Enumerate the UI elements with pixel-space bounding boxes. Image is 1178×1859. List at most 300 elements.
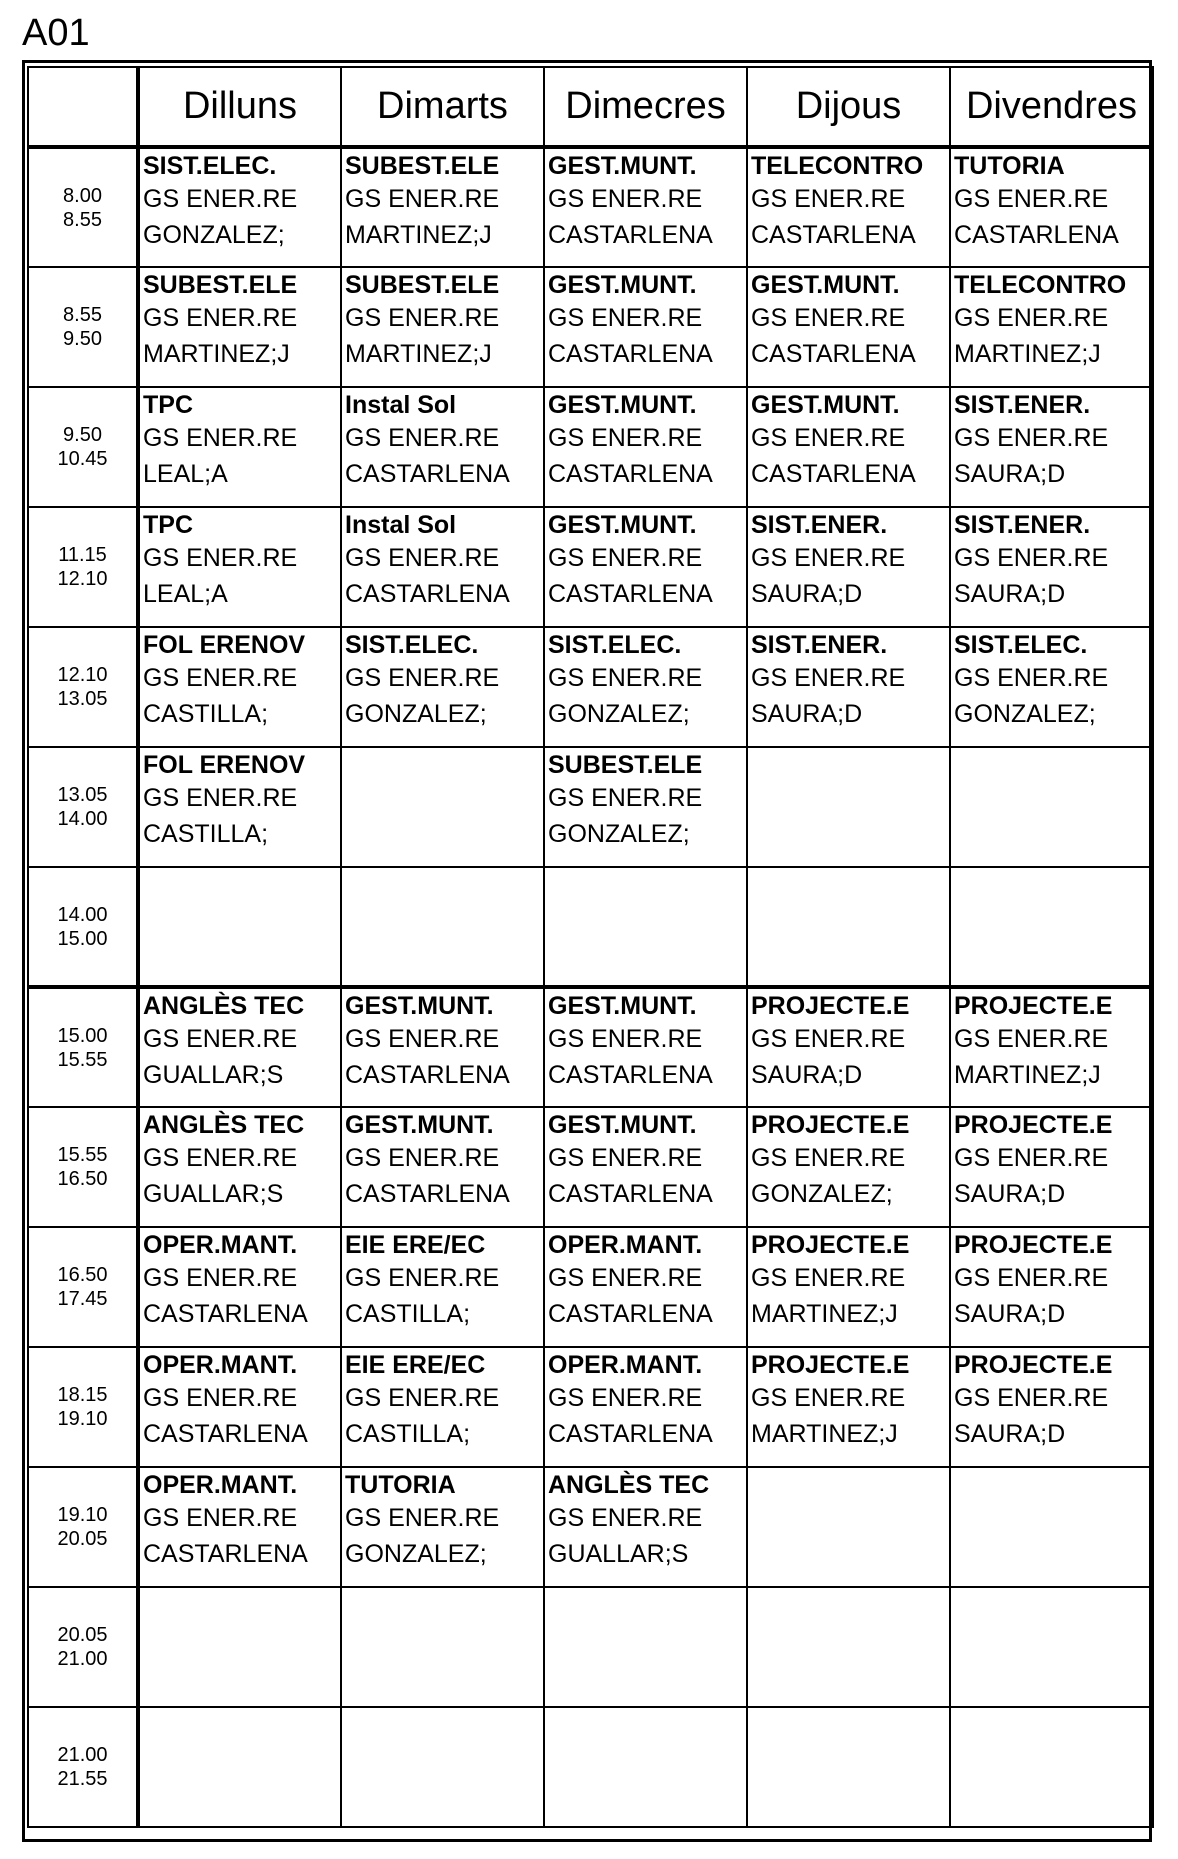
class-entry: [140, 388, 340, 494]
timetable-row: [28, 1587, 1153, 1707]
timetable-row: [28, 267, 1153, 387]
class-subject: FOL ERENOV: [143, 631, 306, 659]
class-entry: [342, 1468, 543, 1574]
class-entry: [748, 1228, 949, 1334]
empty-cell: [950, 1707, 1153, 1827]
class-group: GS ENER.RE: [548, 424, 703, 452]
time-slot: [28, 1107, 138, 1227]
time-start: 20.05: [57, 1624, 108, 1646]
class-teacher: CASTARLENA: [143, 1420, 308, 1448]
class-teacher: CASTARLENA: [751, 221, 916, 249]
class-entry: [748, 628, 949, 734]
class-entry: [545, 1468, 746, 1574]
class-group: GS ENER.RE: [143, 1144, 298, 1172]
class-group: GS ENER.RE: [548, 1264, 703, 1292]
time-end: 20.05: [57, 1528, 108, 1550]
class-subject: PROJECTE.E: [751, 1351, 910, 1379]
class-group: GS ENER.RE: [345, 664, 500, 692]
class-cell: [544, 987, 747, 1107]
class-teacher: MARTINEZ;J: [345, 221, 492, 249]
class-teacher: GUALLAR;S: [143, 1061, 284, 1089]
class-group: GS ENER.RE: [751, 424, 906, 452]
day-header: Dimecres: [544, 67, 747, 147]
time-end: 21.00: [57, 1648, 108, 1670]
class-group: GS ENER.RE: [548, 1144, 703, 1172]
class-teacher: CASTARLENA: [548, 1420, 713, 1448]
class-cell: [747, 507, 950, 627]
class-cell: [950, 507, 1153, 627]
class-group: GS ENER.RE: [954, 1144, 1109, 1172]
class-subject: PROJECTE.E: [954, 1351, 1113, 1379]
class-group: GS ENER.RE: [751, 1264, 906, 1292]
class-subject: OPER.MANT.: [143, 1471, 298, 1499]
class-entry: [140, 1228, 340, 1334]
class-cell: [138, 147, 341, 267]
class-teacher: GUALLAR;S: [548, 1540, 689, 1568]
class-cell: [341, 507, 544, 627]
class-entry: [951, 149, 1152, 255]
timetable-row: [28, 627, 1153, 747]
class-subject: TPC: [143, 511, 193, 539]
empty-cell: [950, 1587, 1153, 1707]
class-teacher: SAURA;D: [751, 1061, 863, 1089]
timetable-row: [28, 1707, 1153, 1827]
class-teacher: CASTARLENA: [345, 1180, 510, 1208]
class-entry: [748, 1108, 949, 1214]
class-teacher: SAURA;D: [954, 1300, 1066, 1328]
class-group: GS ENER.RE: [548, 185, 703, 213]
time-start: 8.00: [63, 184, 102, 207]
class-entry: [951, 1108, 1152, 1214]
class-group: GS ENER.RE: [548, 1504, 703, 1532]
class-cell: [341, 267, 544, 387]
class-subject: SUBEST.ELE: [548, 751, 703, 779]
class-group: GS ENER.RE: [751, 1144, 906, 1172]
time-end: 15.00: [57, 927, 108, 950]
class-entry: [140, 1108, 340, 1214]
corner-cell: [28, 67, 138, 147]
class-teacher: LEAL;A: [143, 460, 228, 488]
class-teacher: CASTARLENA: [345, 460, 510, 488]
class-teacher: GONZALEZ;: [143, 221, 285, 249]
class-entry: [748, 388, 949, 494]
class-subject: EIE ERE/EC: [345, 1351, 486, 1379]
timetable-row: [28, 867, 1153, 987]
class-teacher: SAURA;D: [954, 460, 1066, 488]
empty-cell: [138, 1707, 341, 1827]
class-subject: ANGLÈS TEC: [143, 1111, 305, 1139]
class-cell: [747, 1107, 950, 1227]
day-header: Dijous: [747, 67, 950, 147]
empty-cell: [747, 867, 950, 987]
time-end: 13.05: [57, 688, 108, 710]
time-start: 13.05: [57, 784, 108, 806]
class-cell: [138, 747, 341, 867]
class-subject: GEST.MUNT.: [751, 391, 900, 419]
class-entry: [140, 1348, 340, 1454]
class-cell: [138, 387, 341, 507]
class-group: GS ENER.RE: [345, 1264, 500, 1292]
class-teacher: CASTARLENA: [548, 340, 713, 368]
time-slot: [28, 267, 138, 387]
time-end: 14.00: [57, 808, 108, 830]
class-cell: [341, 1467, 544, 1587]
time-slot: [28, 147, 138, 267]
class-group: GS ENER.RE: [143, 1504, 298, 1532]
time-slot: [28, 1587, 138, 1707]
class-teacher: CASTARLENA: [751, 340, 916, 368]
timetable-row: [28, 1107, 1153, 1227]
class-entry: [545, 1108, 746, 1214]
class-teacher: SAURA;D: [751, 700, 863, 728]
time-start: 11.15: [58, 544, 107, 566]
class-entry: [748, 149, 949, 255]
class-cell: [138, 987, 341, 1107]
class-subject: TELECONTRO: [954, 271, 1127, 299]
time-slot: [28, 867, 138, 987]
empty-cell: [341, 1587, 544, 1707]
class-teacher: GONZALEZ;: [751, 1180, 893, 1208]
class-cell: [544, 147, 747, 267]
class-subject: OPER.MANT.: [548, 1231, 703, 1259]
class-teacher: CASTARLENA: [548, 221, 713, 249]
time-end: 15.55: [57, 1048, 108, 1071]
timetable-row: [28, 147, 1153, 267]
empty-cell: [341, 867, 544, 987]
class-cell: [747, 387, 950, 507]
class-entry: [545, 268, 746, 374]
class-subject: TELECONTRO: [751, 152, 924, 180]
class-cell: [544, 1347, 747, 1467]
class-teacher: MARTINEZ;J: [954, 340, 1101, 368]
class-group: GS ENER.RE: [143, 424, 298, 452]
time-slot: [28, 387, 138, 507]
class-group: GS ENER.RE: [548, 544, 703, 572]
class-subject: SIST.ENER.: [954, 511, 1091, 539]
class-subject: SIST.ELEC.: [954, 631, 1088, 659]
class-subject: GEST.MUNT.: [548, 152, 697, 180]
class-group: GS ENER.RE: [751, 1025, 906, 1053]
class-cell: [544, 1227, 747, 1347]
class-cell: [544, 387, 747, 507]
class-entry: [342, 1348, 543, 1454]
class-subject: GEST.MUNT.: [548, 391, 697, 419]
class-teacher: CASTARLENA: [548, 460, 713, 488]
class-subject: SUBEST.ELE: [345, 271, 500, 299]
time-slot: [28, 507, 138, 627]
class-group: GS ENER.RE: [143, 784, 298, 812]
class-entry: [545, 149, 746, 255]
time-start: 9.50: [63, 424, 102, 446]
time-slot: [28, 627, 138, 747]
class-teacher: MARTINEZ;J: [751, 1300, 898, 1328]
class-teacher: GONZALEZ;: [345, 700, 487, 728]
class-teacher: CASTILLA;: [345, 1420, 471, 1448]
class-teacher: CASTARLENA: [548, 1061, 713, 1089]
class-entry: [545, 388, 746, 494]
time-slot: [28, 987, 138, 1107]
class-group: GS ENER.RE: [345, 1025, 500, 1053]
class-group: GS ENER.RE: [954, 424, 1109, 452]
time-end: 8.55: [63, 208, 102, 231]
empty-cell: [544, 1587, 747, 1707]
empty-cell: [950, 747, 1153, 867]
class-subject: SIST.ENER.: [751, 511, 888, 539]
class-cell: [950, 1107, 1153, 1227]
class-group: GS ENER.RE: [954, 304, 1109, 332]
class-subject: TPC: [143, 391, 193, 419]
class-cell: [747, 147, 950, 267]
class-cell: [950, 387, 1153, 507]
class-subject: PROJECTE.E: [954, 992, 1113, 1020]
class-cell: [341, 627, 544, 747]
timetable-row: [28, 387, 1153, 507]
class-subject: SIST.ELEC.: [548, 631, 682, 659]
class-entry: [342, 268, 543, 374]
class-group: GS ENER.RE: [143, 1025, 298, 1053]
class-entry: [951, 388, 1152, 494]
class-group: GS ENER.RE: [548, 784, 703, 812]
empty-cell: [341, 1707, 544, 1827]
time-start: 15.00: [57, 1024, 108, 1047]
class-entry: [951, 508, 1152, 614]
empty-cell: [747, 1707, 950, 1827]
class-teacher: GUALLAR;S: [143, 1180, 284, 1208]
class-teacher: SAURA;D: [954, 580, 1066, 608]
class-subject: GEST.MUNT.: [751, 271, 900, 299]
class-teacher: CASTILLA;: [143, 700, 269, 728]
class-subject: SUBEST.ELE: [345, 152, 500, 180]
empty-cell: [341, 747, 544, 867]
class-cell: [544, 747, 747, 867]
class-entry: [951, 989, 1152, 1095]
page-title: A01: [22, 12, 90, 54]
class-teacher: CASTILLA;: [345, 1300, 471, 1328]
class-group: GS ENER.RE: [751, 664, 906, 692]
class-cell: [341, 1227, 544, 1347]
class-entry: [951, 628, 1152, 734]
class-teacher: CASTARLENA: [143, 1300, 308, 1328]
class-cell: [138, 507, 341, 627]
class-subject: OPER.MANT.: [143, 1231, 298, 1259]
class-subject: SIST.ELEC.: [143, 152, 277, 180]
timetable-row: [28, 1227, 1153, 1347]
class-subject: GEST.MUNT.: [548, 271, 697, 299]
class-cell: [138, 1467, 341, 1587]
class-teacher: MARTINEZ;J: [751, 1420, 898, 1448]
class-group: GS ENER.RE: [345, 544, 500, 572]
timetable-row: [28, 747, 1153, 867]
class-teacher: GONZALEZ;: [548, 700, 690, 728]
class-subject: SIST.ENER.: [751, 631, 888, 659]
class-entry: [951, 1228, 1152, 1334]
class-entry: [140, 748, 340, 854]
class-subject: PROJECTE.E: [954, 1231, 1113, 1259]
class-cell: [341, 1347, 544, 1467]
time-start: 12.10: [57, 664, 108, 686]
class-group: GS ENER.RE: [143, 185, 298, 213]
class-subject: ANGLÈS TEC: [143, 992, 305, 1020]
time-end: 16.50: [57, 1168, 108, 1190]
time-start: 14.00: [57, 903, 108, 926]
class-teacher: CASTARLENA: [548, 1180, 713, 1208]
class-cell: [950, 987, 1153, 1107]
class-entry: [140, 149, 340, 255]
class-teacher: CASTARLENA: [345, 1061, 510, 1089]
class-teacher: MARTINEZ;J: [954, 1061, 1101, 1089]
class-group: GS ENER.RE: [954, 1264, 1109, 1292]
class-subject: SUBEST.ELE: [143, 271, 298, 299]
header-row: [28, 67, 1153, 147]
class-teacher: CASTARLENA: [548, 1300, 713, 1328]
empty-cell: [950, 867, 1153, 987]
class-cell: [544, 1107, 747, 1227]
class-cell: [138, 1107, 341, 1227]
class-group: GS ENER.RE: [345, 304, 500, 332]
time-start: 19.10: [57, 1504, 108, 1526]
class-cell: [544, 1467, 747, 1587]
time-start: 21.00: [57, 1744, 108, 1766]
class-subject: SIST.ENER.: [954, 391, 1091, 419]
class-subject: Instal Sol: [345, 391, 457, 419]
class-group: GS ENER.RE: [345, 1504, 500, 1532]
class-subject: GEST.MUNT.: [345, 992, 494, 1020]
class-teacher: CASTARLENA: [954, 221, 1119, 249]
class-group: GS ENER.RE: [345, 1384, 500, 1412]
class-entry: [545, 989, 746, 1095]
class-group: GS ENER.RE: [548, 664, 703, 692]
class-cell: [950, 147, 1153, 267]
class-subject: EIE ERE/EC: [345, 1231, 486, 1259]
class-group: GS ENER.RE: [345, 424, 500, 452]
time-start: 8.55: [63, 304, 102, 326]
class-subject: PROJECTE.E: [751, 1231, 910, 1259]
class-entry: [748, 989, 949, 1095]
class-subject: GEST.MUNT.: [548, 1111, 697, 1139]
class-subject: ANGLÈS TEC: [548, 1471, 710, 1499]
class-cell: [747, 627, 950, 747]
class-entry: [342, 388, 543, 494]
class-cell: [341, 147, 544, 267]
class-cell: [544, 507, 747, 627]
class-subject: Instal Sol: [345, 511, 457, 539]
class-cell: [950, 1227, 1153, 1347]
class-group: GS ENER.RE: [954, 1025, 1109, 1053]
class-cell: [544, 627, 747, 747]
class-teacher: CASTILLA;: [143, 820, 269, 848]
class-entry: [140, 508, 340, 614]
class-cell: [138, 1227, 341, 1347]
empty-cell: [747, 747, 950, 867]
class-teacher: GONZALEZ;: [954, 700, 1096, 728]
class-subject: FOL ERENOV: [143, 751, 306, 779]
class-group: GS ENER.RE: [548, 304, 703, 332]
class-group: GS ENER.RE: [548, 1384, 703, 1412]
class-cell: [138, 267, 341, 387]
class-entry: [951, 268, 1152, 374]
class-entry: [748, 268, 949, 374]
class-cell: [950, 1347, 1153, 1467]
time-end: 9.50: [63, 328, 102, 350]
class-cell: [138, 627, 341, 747]
class-entry: [342, 1108, 543, 1214]
class-group: GS ENER.RE: [143, 544, 298, 572]
time-start: 18.15: [57, 1384, 108, 1406]
class-teacher: CASTARLENA: [751, 460, 916, 488]
class-teacher: CASTARLENA: [345, 580, 510, 608]
day-header: Dilluns: [138, 67, 341, 147]
class-teacher: CASTARLENA: [548, 580, 713, 608]
timetable-row: [28, 987, 1153, 1107]
class-teacher: MARTINEZ;J: [143, 340, 290, 368]
day-header: Dimarts: [341, 67, 544, 147]
class-subject: PROJECTE.E: [751, 1111, 910, 1139]
timetable-row: [28, 1347, 1153, 1467]
class-group: GS ENER.RE: [548, 1025, 703, 1053]
empty-cell: [747, 1467, 950, 1587]
class-group: GS ENER.RE: [954, 185, 1109, 213]
class-group: GS ENER.RE: [143, 1264, 298, 1292]
class-entry: [545, 1348, 746, 1454]
class-subject: OPER.MANT.: [143, 1351, 298, 1379]
class-group: GS ENER.RE: [751, 1384, 906, 1412]
class-entry: [951, 1348, 1152, 1454]
class-group: GS ENER.RE: [751, 185, 906, 213]
time-slot: [28, 747, 138, 867]
class-subject: GEST.MUNT.: [548, 511, 697, 539]
class-entry: [342, 508, 543, 614]
class-group: GS ENER.RE: [143, 664, 298, 692]
class-teacher: GONZALEZ;: [548, 820, 690, 848]
class-group: GS ENER.RE: [143, 1384, 298, 1412]
class-cell: [341, 387, 544, 507]
class-cell: [138, 1347, 341, 1467]
class-entry: [545, 1228, 746, 1334]
timetable-row: [28, 1467, 1153, 1587]
class-cell: [747, 1227, 950, 1347]
empty-cell: [544, 1707, 747, 1827]
time-start: 16.50: [57, 1264, 108, 1286]
class-cell: [747, 1347, 950, 1467]
class-entry: [545, 508, 746, 614]
class-teacher: SAURA;D: [751, 580, 863, 608]
time-end: 19.10: [57, 1408, 108, 1430]
class-teacher: GONZALEZ;: [345, 1540, 487, 1568]
class-entry: [140, 628, 340, 734]
time-slot: [28, 1227, 138, 1347]
class-entry: [748, 1348, 949, 1454]
class-group: GS ENER.RE: [143, 304, 298, 332]
class-subject: GEST.MUNT.: [548, 992, 697, 1020]
class-cell: [747, 987, 950, 1107]
class-subject: TUTORIA: [345, 1471, 456, 1499]
class-cell: [747, 267, 950, 387]
class-entry: [342, 989, 543, 1095]
timetable-row: [28, 507, 1153, 627]
class-group: GS ENER.RE: [954, 544, 1109, 572]
timetable: [27, 66, 1154, 1828]
class-subject: GEST.MUNT.: [345, 1111, 494, 1139]
class-teacher: LEAL;A: [143, 580, 228, 608]
empty-cell: [950, 1467, 1153, 1587]
time-end: 17.45: [57, 1288, 108, 1310]
empty-cell: [544, 867, 747, 987]
time-slot: [28, 1707, 138, 1827]
class-cell: [341, 1107, 544, 1227]
class-entry: [342, 628, 543, 734]
class-entry: [140, 268, 340, 374]
class-entry: [342, 1228, 543, 1334]
